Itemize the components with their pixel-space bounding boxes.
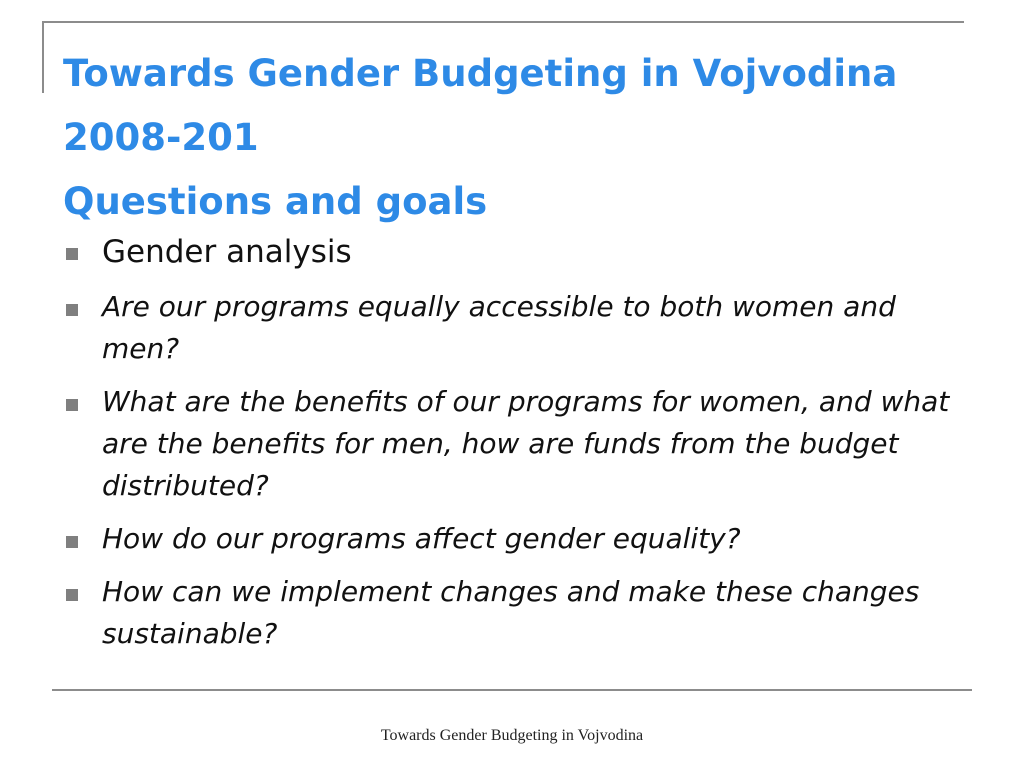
title-line-2: 2008-201 [63, 116, 259, 159]
frame-top-rule [42, 21, 964, 23]
title-line-1: Towards Gender Budgeting in Vojvodina [63, 52, 898, 95]
bullet-list [60, 229, 960, 666]
bullet-item-equality [60, 518, 960, 560]
frame-left-rule [42, 21, 44, 93]
square-bullet-icon [66, 536, 78, 548]
bullet-item-changes [60, 571, 960, 655]
square-bullet-icon [66, 399, 78, 411]
bullet-text: Are our programs equally accessible to both women and men? [102, 290, 896, 365]
slide-footer: Towards Gender Budgeting in Vojvodina [380, 727, 644, 744]
square-bullet-icon [66, 248, 78, 260]
title-line-3: Questions and goals [63, 180, 488, 223]
bullet-text: How can we implement changes and make these changes sustainable? [102, 575, 920, 650]
square-bullet-icon [66, 304, 78, 316]
bullet-item-gender-analysis [60, 229, 960, 275]
footer-divider [52, 689, 972, 691]
bullet-item-accessibility [60, 286, 960, 370]
bullet-item-benefits [60, 381, 960, 507]
square-bullet-icon [66, 589, 78, 601]
slide-title [63, 42, 983, 234]
bullet-text: How do our programs affect gender equality? [102, 522, 741, 555]
bullet-text: What are the benefits of our programs for women, and what are the benefits for men, how are funds from the budget distributed? [102, 385, 950, 502]
bullet-text: Gender analysis [102, 234, 352, 270]
